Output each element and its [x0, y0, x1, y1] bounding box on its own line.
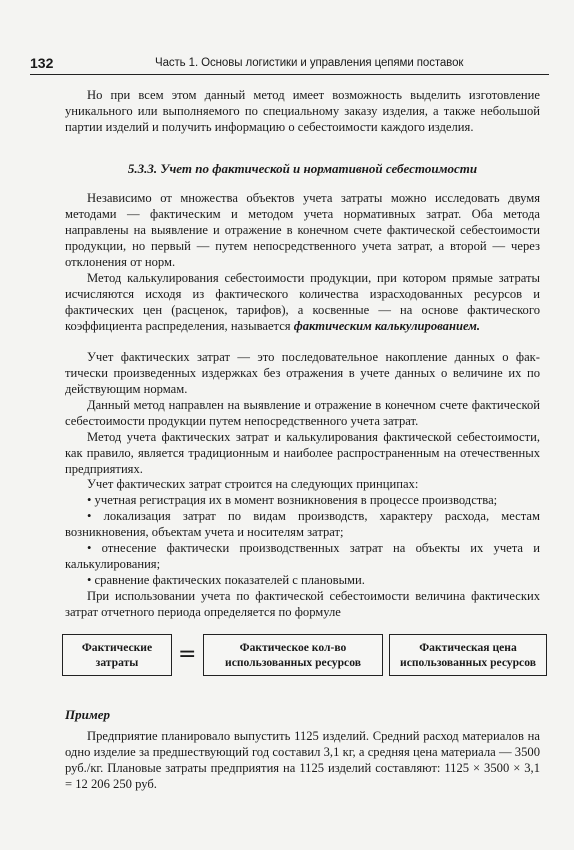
paragraph-methods: Независимо от множества объектов учета затраты можно исследовать двумя методами — фактическим и методом учета нормативных затрат. Оба метода направлены на выявление и отражение в конечном счете фактической себестоимости продукции, но первый — путем непосредственного учета затрат, а второй — через отклонения от норм.: [65, 191, 540, 269]
header-divider: [30, 74, 549, 75]
paragraph-traditional-method: Метод учета фактических затрат и калькулирования фактической себестоимости, как правило, является традиционным и наиболее распространенным на отечественных предприятиях.: [65, 430, 540, 476]
page-number: 132: [30, 55, 54, 71]
formula-box-resource-quantity: [203, 634, 383, 676]
example-title: Пример: [65, 707, 111, 722]
paragraph-principles-intro: Учет фактических затрат строится на следующих принципах:: [87, 477, 419, 491]
intro-paragraph: Но при всем этом данный метод имеет возможность выделить изготовление уникального или выполняемого по специальному заказу изделия, а также небольшой партии изделий и получить информацию о себестоимости каждого изделия.: [65, 88, 540, 134]
formula-box-actual-costs: [62, 634, 172, 676]
paragraph-actual-costing-text: Метод калькулирования себестоимости продукции, при котором прямые затраты исчисляются исходя из фактического количества израсходованных ресурсов и фактических цен (расценок, тарифов), а косвенные — на основе фактического коэффициента распределения, называется: [65, 271, 540, 333]
page-header: [30, 55, 550, 75]
formula-box-line: использованных ресурсов: [400, 656, 536, 669]
formula-equals-sign: =: [178, 642, 197, 667]
formula-box-line: Фактическое кол-во: [239, 641, 347, 654]
example-text: Предприятие планировало выпустить 1125 изделий. Средний расход материалов на одно изделие за предшествующий год составил 3,1 кг, а средняя цена материала — 3500 руб./кг. Плановые затраты предприятия на 1125 изделий составляют: 1125 × 3500 × 3,1 = 12 206 250 руб.: [65, 729, 540, 791]
paragraph-actual-costing: [65, 271, 540, 335]
list-item: • сравнение фактических показателей с плановыми.: [87, 573, 365, 587]
running-head: Часть 1. Основы логистики и управления цепями поставок: [155, 57, 464, 69]
paragraph-formula-intro: При использовании учета по фактической себестоимости величина фактических затрат отчетного периода определяется по формуле: [65, 589, 540, 619]
paragraph-method-purpose: Данный метод направлен на выявление и отражение в конечном счете фактической себестоимости продукции путем непосредственного учета затрат.: [65, 398, 540, 428]
formula-box-line: Фактические: [81, 641, 153, 654]
term-actual-costing: фактическим калькулированием.: [293, 318, 481, 333]
formula-box-resource-price: [389, 634, 547, 676]
formula-box-line: Фактическая цена: [419, 641, 517, 654]
formula-box-line: использованных ресурсов: [225, 656, 361, 669]
list-item: • локализация затрат по видам производств, характеру расхода, местам возникновения, объектам учета и носителям затрат;: [65, 509, 540, 539]
list-item: • отнесение фактически производственных затрат на объекты их учета и калькулирования;: [65, 541, 540, 571]
formula-box-line: затраты: [95, 656, 139, 669]
list-item: • учетная регистрация их в момент возникновения в процессе производства;: [87, 493, 498, 507]
paragraph-actual-cost-accounting: Учет фактических затрат — это последовательное накопление данных о фактически произведенных издержках без отражения в учете данных о величине их по действующим нормам.: [65, 350, 540, 396]
section-title: 5.3.3. Учет по фактической и нормативной себестоимости: [127, 161, 478, 176]
